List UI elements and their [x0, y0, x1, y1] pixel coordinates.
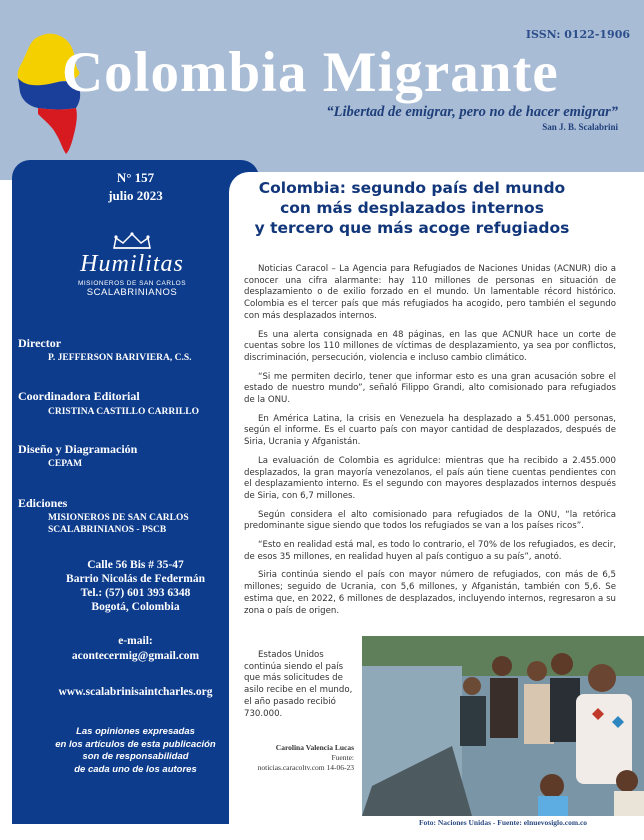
address-line: Barrio Nicolás de Federmán [66, 573, 205, 585]
issue-number: N° 157 [116, 170, 155, 185]
article-paragraph: En América Latina, la crisis en Venezuela ha desplazado a 5.451.000 personas, según el informe. Es el cuarto país con mayor cantidad de desplazados, después de Siria, Ucrania y Afganistán. [244, 413, 616, 448]
editions-label: Ediciones [18, 496, 68, 510]
article-paragraph: Noticias Caracol – La Agencia para Refugiados de Naciones Unidas (ACNUR) dio a conocer una cifra alarmante: hay 110 millones de personas en situación de desplazamiento o de exilio forzado en el mundo. Un lamentable récord histórico. Colombia es el tercer país que más refugiados ha acogido, pero también el segundo con más desplazados internos. [244, 264, 616, 321]
byline-author: Carolina Valencia Lucas [275, 743, 354, 752]
editor-label: Coordinadora Editorial [18, 389, 140, 403]
refugees-photo [362, 636, 644, 816]
address-line: Calle 56 Bis # 35-47 [87, 559, 184, 571]
email-block [12, 634, 259, 664]
masthead-title: Colombia Migrante [62, 41, 559, 104]
byline-source: noticias.caracoltv.com 14-06-23 [257, 763, 354, 772]
photo-illustration [362, 636, 644, 816]
address-line: Bogotá, Colombia [91, 601, 180, 613]
editions-name-1: MISIONEROS DE SAN CARLOS [48, 513, 189, 523]
article-byline [244, 743, 354, 773]
disclaimer-line: de cada uno de los autores [74, 763, 197, 775]
director-label: Director [18, 336, 62, 350]
editions-name-2: SCALABRINIANOS - PSCB [48, 525, 167, 535]
headline-line: con más desplazados internos [280, 199, 544, 217]
design-label: Diseño y Diagramación [18, 442, 138, 456]
photo-caption: Foto: Naciones Unidas - Fuente: elnuevosiglo.com.co [418, 818, 588, 827]
website-link[interactable]: www.scalabrinisaintcharles.org [58, 686, 213, 698]
disclaimer-line: Las opiniones expresadas [76, 726, 195, 737]
motto-quote: “Libertad de emigrar, pero no de hacer emigrar” [326, 104, 618, 120]
disclaimer-note [32, 726, 239, 776]
crown-icon [112, 232, 152, 250]
article-paragraph: Según considera el alto comisionado para refugiados de la ONU, “la retórica predominante sigue siendo que todos los refugiados se van a los países ricos”. [244, 509, 616, 532]
motto-author: San J. B. Scalabrini [542, 122, 618, 132]
humilitas-logo [62, 232, 202, 314]
article-last-paragraph: Estados Unidos continúa siendo el país que más solicitudes de asilo recibe en el mundo, el año pasado recibió 730.000. [244, 650, 353, 719]
postal-address [12, 558, 259, 614]
address-phone: Tel.: (57) 601 393 6348 [80, 587, 191, 599]
byline-source-label: Fuente: [331, 753, 354, 762]
headline-line: y tercero que más acoge refugiados [254, 219, 570, 237]
issn-number: ISSN: 0122-1906 [525, 28, 630, 41]
sidebar-panel [12, 160, 259, 824]
design-name: CEPAM [48, 459, 83, 469]
article-paragraph: La evaluación de Colombia es agridulce: mientras que ha recibido a 2.455.000 desplazados, la gran mayoría venezolanos, el país aún tiene cuentas pendientes con el desplazamiento interno. Es el segundo con mayores desplazados internos después de Siria, con 6,7 millones. [244, 455, 616, 501]
logo-subtitle-1: MISIONEROS DE SAN CARLOS [77, 280, 187, 287]
director-name: P. JEFFERSON BARIVIERA, C.S. [48, 353, 192, 363]
article-paragraph: Siria continúa siendo el país con mayor número de refugiados, con más de 6,5 millones; seguido de Ucrania, con 5,6 millones, y Afganistán, también con 5,6. Se estima que, en 2022, 6 millones de desplazados, incluyendo internos, regresaron a su zona o país de origen. [244, 570, 616, 616]
email-link[interactable]: acontecermig@gmail.com [71, 650, 200, 662]
article-paragraph: “Si me permiten decirlo, tener que informar esto es una gran acusación sobre el estado de nuestro mundo”, señaló Filippo Grandi, alto comisionado para refugiados de la ONU. [244, 371, 616, 406]
disclaimer-line: son de responsabilidad [82, 751, 189, 762]
article-paragraph: “Esto en realidad está mal, es todo lo contrario, el 70% de los refugiados, es decir, de esos 35 millones, en realidad huyen al país contiguo a su país”, anotó. [244, 540, 616, 562]
article-headline [232, 178, 592, 238]
email-label: e-mail: [118, 635, 153, 647]
logo-wordmark: Humilitas [80, 251, 184, 277]
disclaimer-line: en los artículos de esta publicación [55, 738, 216, 750]
headline-line: Colombia: segundo país del mundo [258, 179, 566, 197]
article-paragraph: Es una alerta consignada en 48 páginas, en las que ACNUR hace un corte de cuentas sobre los 110 millones de víctimas de desplazamiento, ya sea por conflictos, discriminación, persecución, violencia e incluso cambio climático. [244, 329, 616, 363]
logo-subtitle-2: SCALABRINIANOS [86, 287, 178, 298]
editor-name: CRISTINA CASTILLO CARRILLO [48, 407, 199, 417]
issue-date: julio 2023 [108, 188, 163, 203]
article-body [244, 264, 616, 624]
